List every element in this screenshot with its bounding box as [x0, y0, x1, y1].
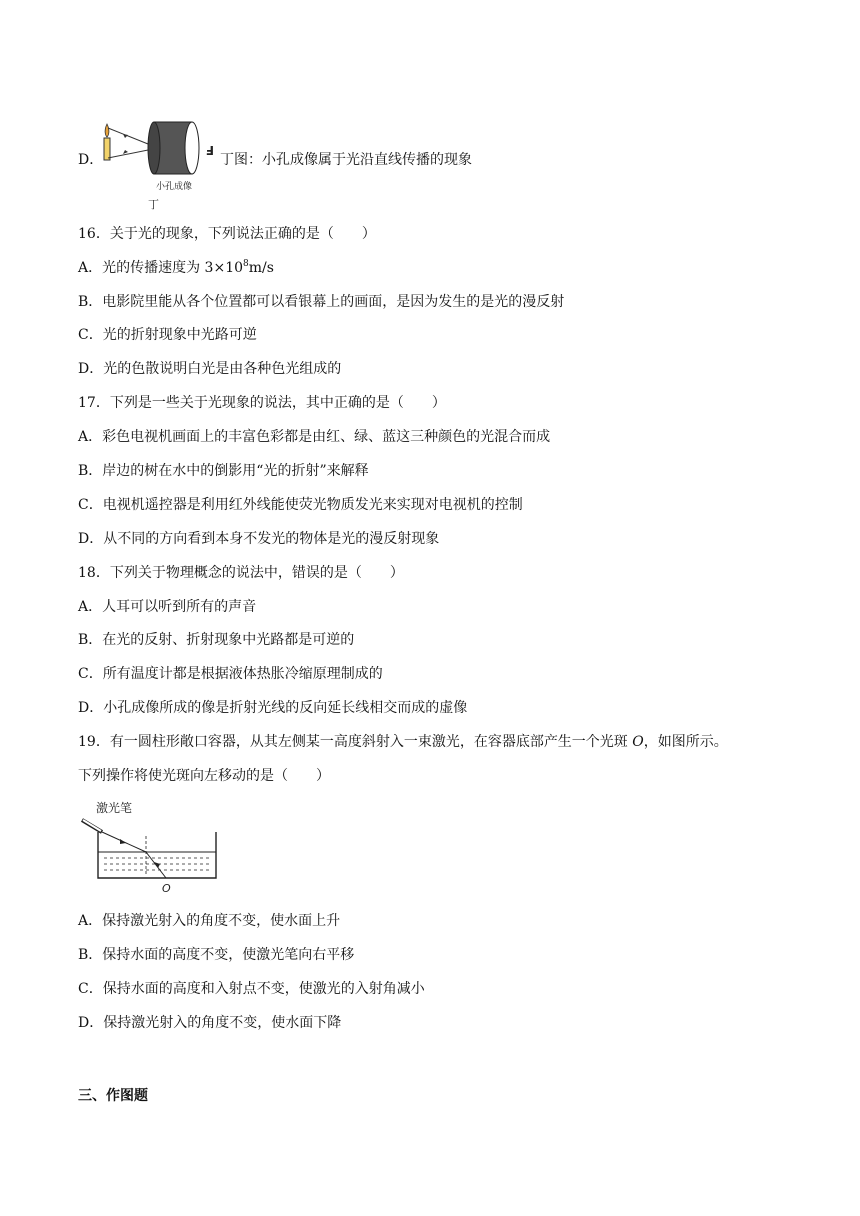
- option-d-label: D．: [78, 152, 104, 168]
- pinhole-figure: [98, 116, 220, 212]
- question-17-stem: 17．下列是一些关于光现象的说法，其中正确的是（ ）: [78, 395, 446, 411]
- laser-pen-label: 激光笔: [96, 801, 133, 815]
- question-18-stem: 18．下列关于物理概念的说法中，错误的是（ ）: [78, 565, 404, 581]
- figure-tag: 丁: [148, 198, 159, 211]
- question-17-option-b: B．岸边的树在水中的倒影用“光的折射”来解释: [78, 463, 369, 479]
- figure-caption: 小孔成像: [156, 182, 193, 192]
- spot-o-label: O: [162, 882, 171, 895]
- candle-icon: [104, 138, 110, 160]
- question-17-option-a: A．彩色电视机画面上的丰富色彩都是由红、绿、蓝这三种颜色的光混合而成: [78, 429, 551, 445]
- question-18-option-c: C．所有温度计都是根据液体热胀冷缩原理制成的: [78, 666, 383, 682]
- question-17-option-d: D．从不同的方向看到本身不发光的物体是光的漫反射现象: [78, 531, 440, 547]
- question-16-option-c: C．光的折射现象中光路可逆: [78, 327, 257, 343]
- question-18-option-d: D．小孔成像所成的像是折射光线的反向延长线相交而成的虚像: [78, 700, 468, 716]
- question-19-option-b: B．保持水面的高度不变，使激光笔向右平移: [78, 947, 355, 963]
- question-19-option-a: A．保持激光射入的角度不变，使水面上升: [78, 913, 341, 929]
- question-16-stem: 16．关于光的现象，下列说法正确的是（ ）: [78, 226, 376, 242]
- question-19-option-d: D．保持激光射入的角度不变，使水面下降: [78, 1015, 342, 1031]
- svg-text:F: F: [205, 143, 214, 157]
- question-19-stem-line1: 19．有一圆柱形敞口容器，从其左侧某一高度斜射入一束激光，在容器底部产生一个光斑 O，如图所示。: [78, 734, 728, 750]
- question-16-option-a: A．光的传播速度为 $3\times 10^8m/s$: [78, 259, 274, 276]
- laser-container-figure: [74, 796, 222, 896]
- question-19-option-c: C．保持水面的高度和入射点不变，使激光的入射角减小: [78, 981, 425, 997]
- section-title: 三、作图题: [78, 1088, 148, 1104]
- question-18-option-a: A．人耳可以听到所有的声音: [78, 599, 257, 615]
- question-19-stem-line2: 下列操作将使光斑向左移动的是（ ）: [78, 768, 330, 784]
- question-17-option-c: C．电视机遥控器是利用红外线能使荧光物质发光来实现对电视机的控制: [78, 497, 523, 513]
- option-d-text: 丁图：小孔成像属于光沿直线传播的现象: [220, 152, 472, 168]
- question-18-option-b: B．在光的反射、折射现象中光路都是可逆的: [78, 632, 355, 648]
- question-16-option-d: D．光的色散说明白光是由各种色光组成的: [78, 361, 342, 377]
- question-16-option-b: B．电影院里能从各个位置都可以看银幕上的画面，是因为发生的是光的漫反射: [78, 294, 565, 310]
